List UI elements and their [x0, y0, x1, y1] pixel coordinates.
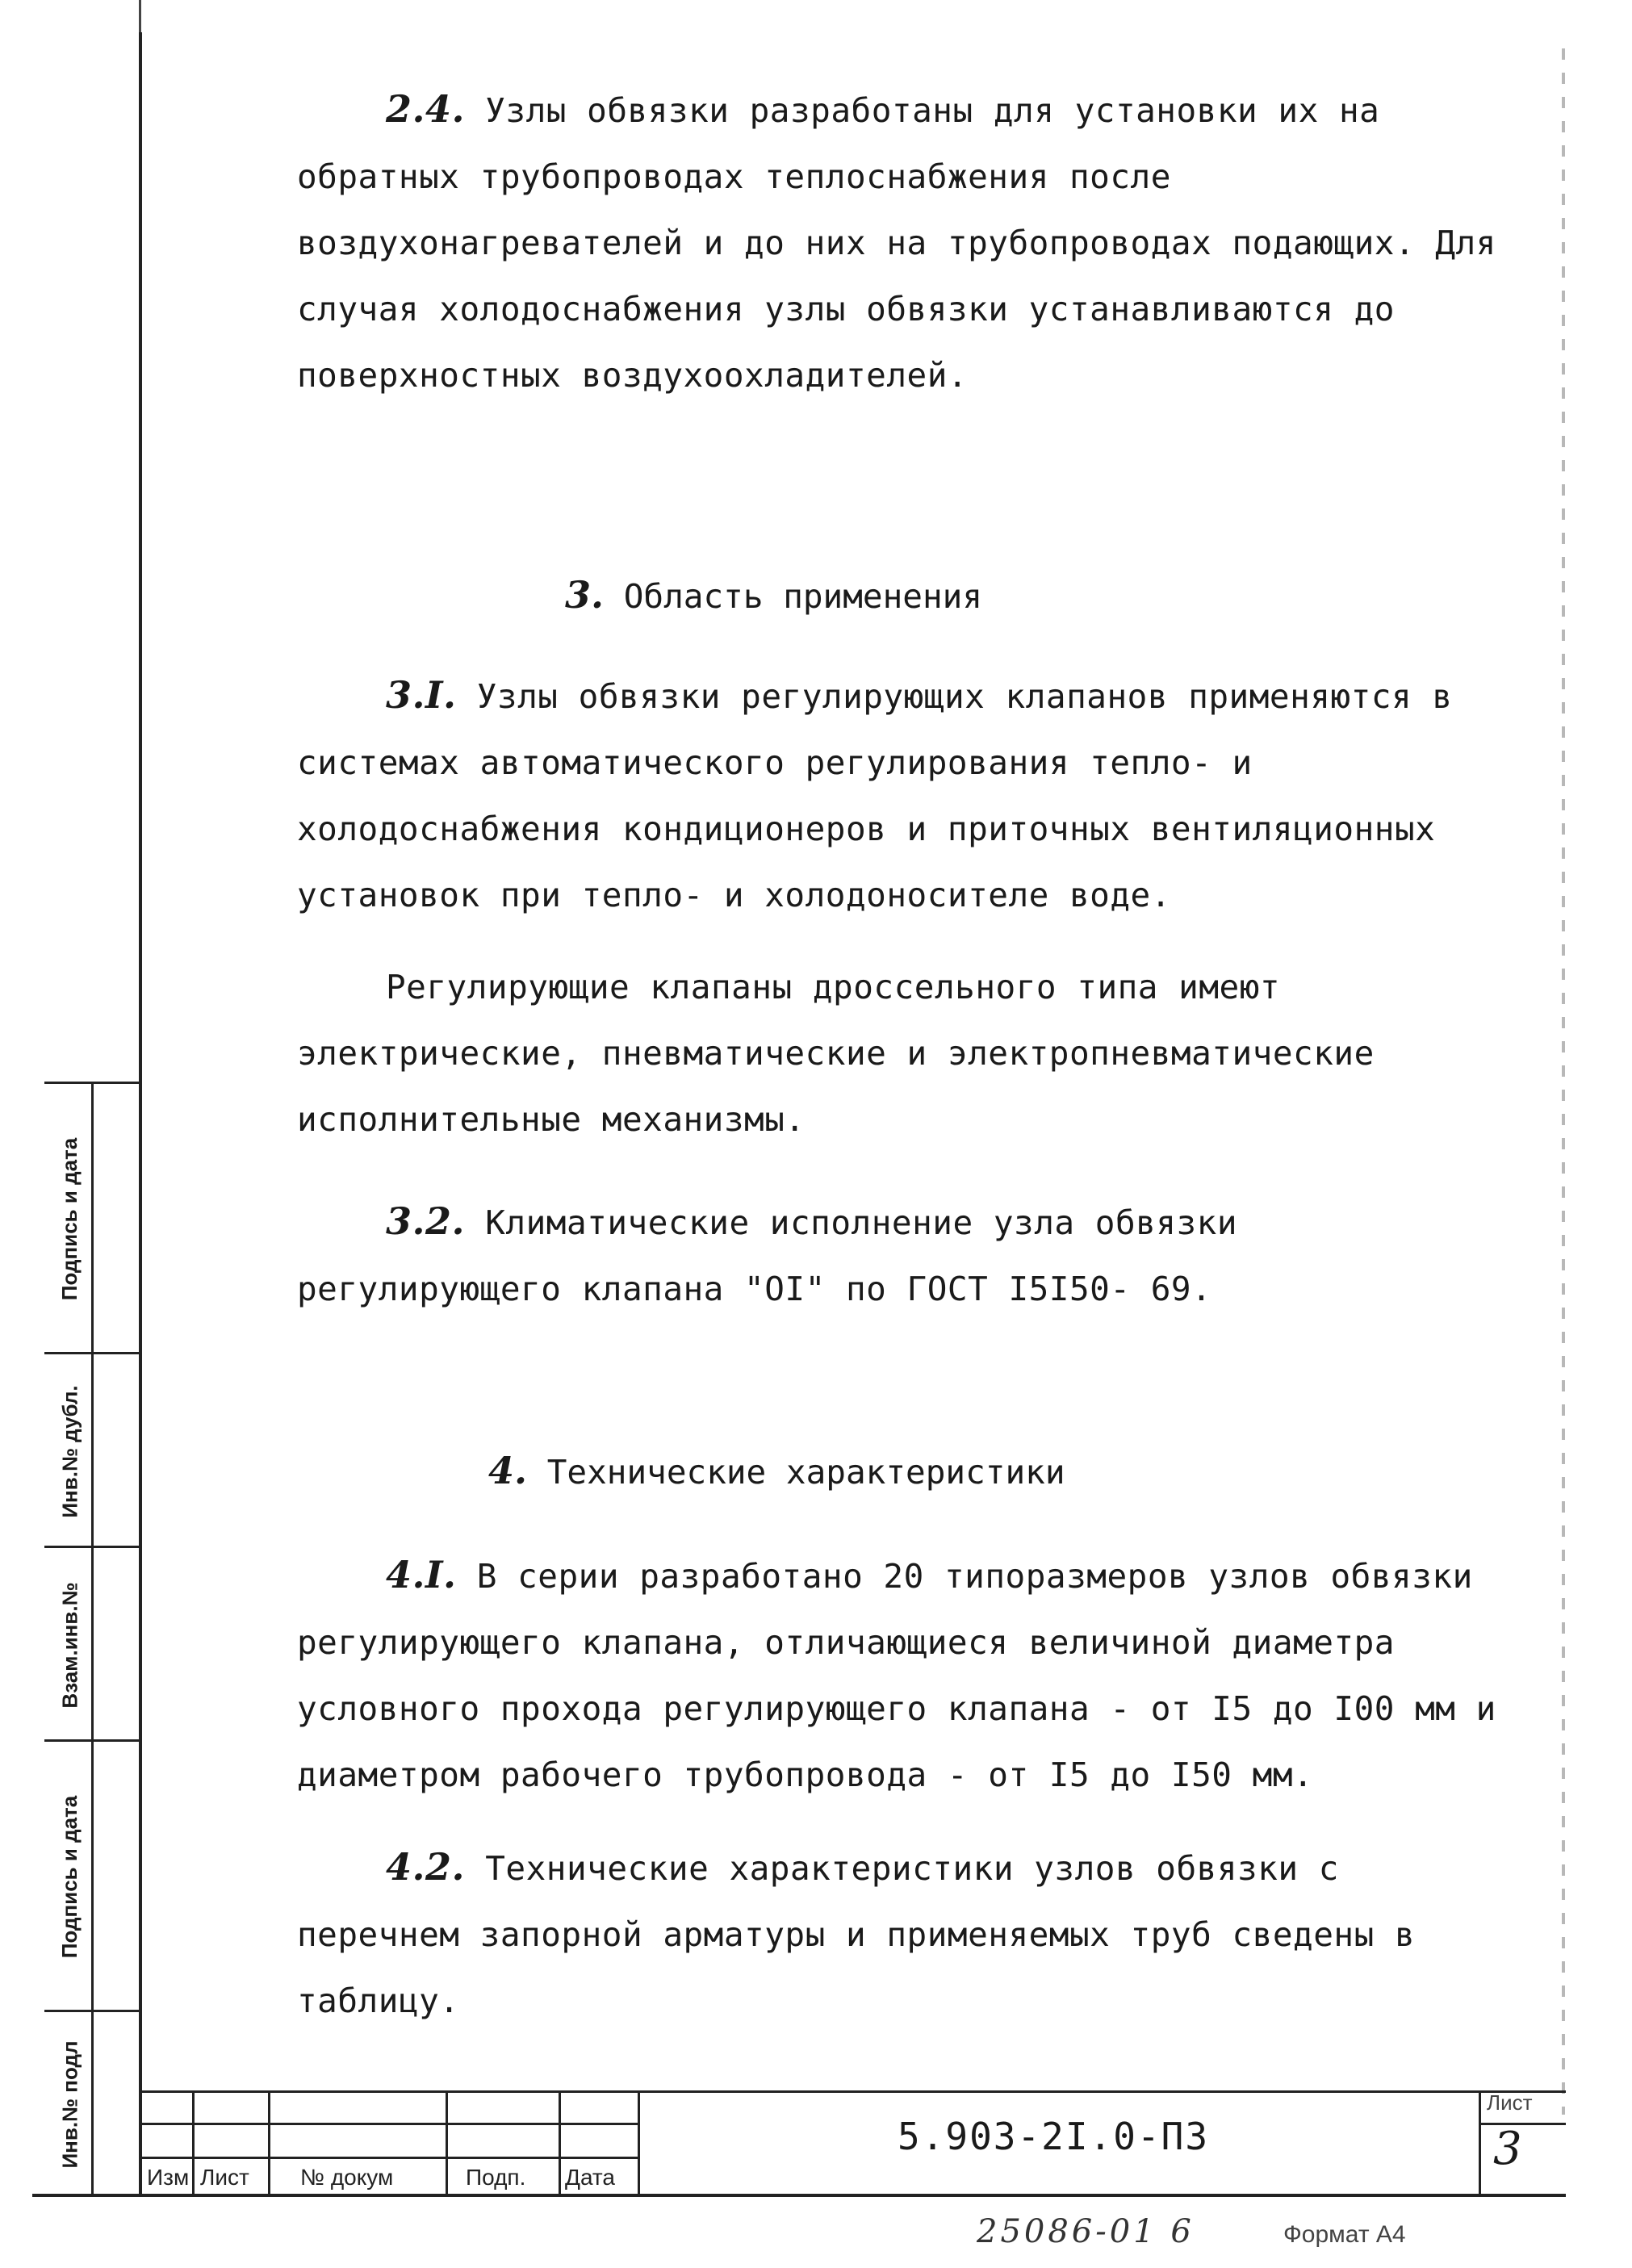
section-4-1-text: В серии разработано 20 типоразмеров узлов обвязки регулирующего клапана, отличающиеся величиной диаметра условного прохода регулирующего клапана - от I5 до I00 мм и диаметром рабочего трубопровода - от I5 до I50 мм. — [297, 1557, 1496, 1794]
col-izm: Изм — [147, 2165, 190, 2190]
col-doc: № докум — [300, 2165, 394, 2190]
section-number: 4.I. — [386, 1553, 457, 1596]
section-3-2 — [297, 1188, 1508, 1322]
page-edge-mark — [139, 0, 141, 32]
stamp-label: Инв.№ дубл. — [57, 1384, 82, 1518]
section-3-heading — [565, 573, 982, 617]
section-number: 3.2. — [386, 1199, 466, 1243]
section-2-4 — [297, 76, 1508, 408]
section-number: 4. — [488, 1449, 528, 1492]
section-number: 2.4. — [386, 87, 466, 131]
stamp-label: Взам.инв.№ — [57, 1581, 82, 1709]
section-3-1 — [297, 662, 1508, 928]
valves-text: Регулирующие клапаны дроссельного типа имеют электрические, пневматические и электропневматические исполнительные механизмы. — [297, 968, 1375, 1139]
section-3-2-text: Климатические исполнение узла обвязки регулирующего клапана "OI" по ГОСТ I5I50- 69. — [297, 1203, 1238, 1308]
frame-left-line — [139, 32, 142, 2195]
section-number: 3.I. — [386, 673, 457, 717]
col-podp: Подп. — [466, 2165, 526, 2190]
stamp-label: Подпись и дата — [57, 1795, 82, 1959]
section-3-1-text: Узлы обвязки регулирующих клапанов применяются в системах автоматического регулирования тепло- и холодоснабжения кондиционеров и приточных вентиляционных установок при тепло- и холодоносителе воде. — [297, 677, 1453, 914]
stamp-label: Инв.№ подл — [57, 2040, 82, 2169]
stamp-cell-signature-date-2 — [44, 1742, 139, 2012]
archive-number: 25086-01 6 — [977, 2213, 1195, 2250]
section-4-title: Технические характеристики — [546, 1453, 1065, 1492]
stamp-cell-inv-podl — [44, 2012, 139, 2196]
col-list: Лист — [200, 2165, 249, 2190]
section-4-heading — [488, 1449, 1065, 1492]
section-3-title: Область применения — [623, 577, 983, 616]
section-4-1 — [297, 1542, 1508, 1808]
section-number: 4.2. — [386, 1845, 466, 1889]
stamp-cell-inv-dubl — [44, 1354, 139, 1548]
left-stamp-column — [44, 1082, 139, 2196]
col-data: Дата — [565, 2165, 616, 2190]
format-label: Формат А4 — [1283, 2221, 1406, 2248]
sheet-number: 3 — [1493, 2123, 1522, 2175]
title-block — [139, 2090, 1566, 2195]
stamp-label: Подпись и дата — [57, 1137, 82, 1301]
section-number: 3. — [565, 573, 605, 617]
scan-right-edge — [1562, 48, 1565, 2115]
stamp-cell-signature-date-1 — [44, 1084, 139, 1354]
stamp-cell-vzam-inv — [44, 1548, 139, 1742]
paragraph-valves — [297, 954, 1508, 1153]
document-code: 5.903-2I.0-ПЗ — [898, 2115, 1210, 2158]
sheet-label: Лист — [1487, 2090, 1533, 2115]
section-2-4-text: Узлы обвязки разработаны для установки их на обратных трубопроводах теплоснабжения после воздухонагревателей и до них на трубопроводах подающих. Для случая холодоснабжения узлы обвязки устанавливаются до поверхностных воздухоохладителей. — [297, 91, 1496, 395]
section-4-2-text: Технические характеристики узлов обвязки с перечнем запорной арматуры и применяемых труб сведены в таблицу. — [297, 1849, 1416, 2020]
section-4-2 — [297, 1834, 1508, 2034]
